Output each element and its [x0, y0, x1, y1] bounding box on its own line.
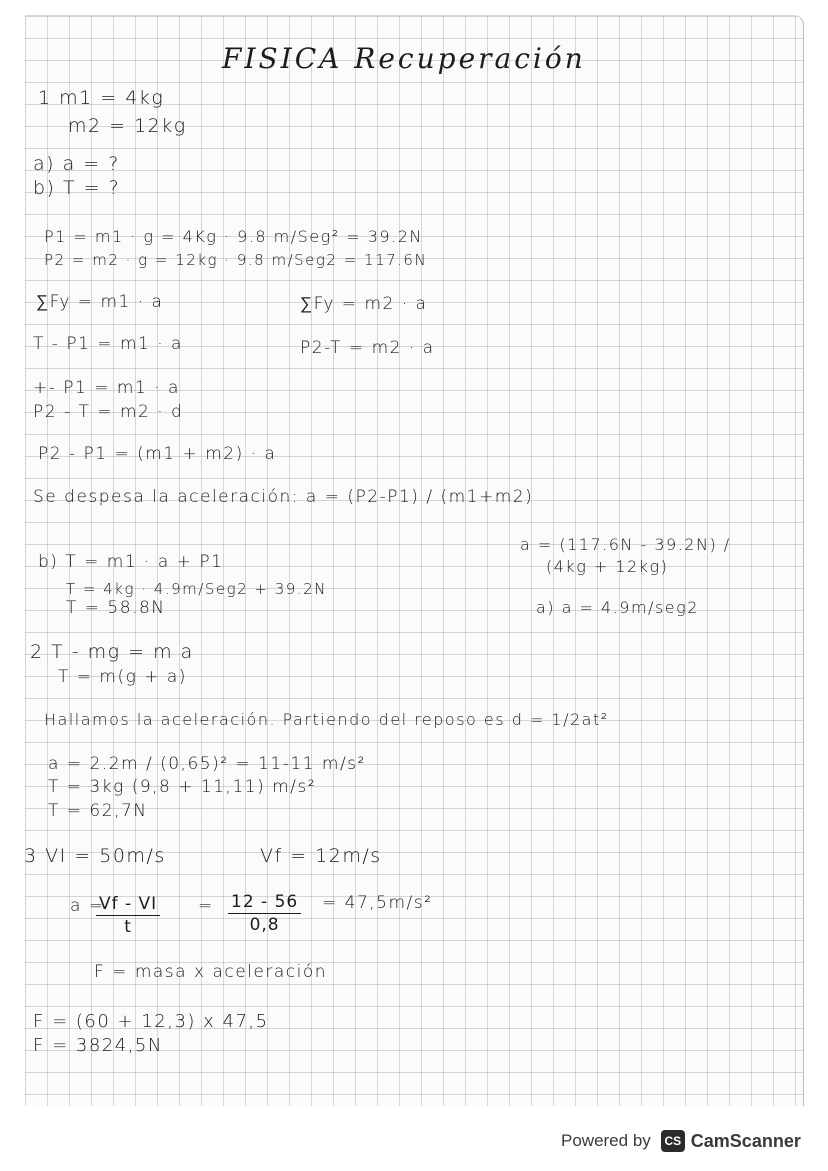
problem3-force-result: F = 3824,5N — [33, 1035, 163, 1056]
equation-left: T - P1 = m1 · a — [33, 334, 183, 354]
problem1-m2: m2 = 12kg — [68, 115, 187, 137]
fraction-1-denominator: t — [124, 917, 132, 937]
problem2-equation: 2 T - mg = m a — [30, 641, 194, 663]
weight-p1: P1 = m1 · g = 4Kg · 9.8 m/Seg² = 39.2N — [44, 227, 423, 246]
problem2-acceleration: a = 2.2m / (0,65)² = 11-11 m/s² — [48, 754, 366, 774]
problem3-fraction-1 — [96, 894, 160, 937]
camscanner-footer — [561, 1126, 801, 1156]
problem3-equals: = — [198, 896, 214, 916]
problem1-question-a: a) a = ? — [33, 153, 120, 175]
force-sum-left: ∑Fy = m1 · a — [36, 292, 164, 312]
fraction-1-numerator: Vf - VI — [96, 894, 160, 916]
problem3-initial-velocity: 3 VI = 50m/s — [24, 845, 166, 867]
tension-formula: b) T = m1 · a + P1 — [38, 552, 224, 572]
tension-substitution: T = 4kg · 4.9m/Seg2 + 39.2N — [66, 580, 327, 598]
fraction-2-denominator: 0,8 — [249, 915, 280, 935]
problem1-question-b: b) T = ? — [33, 177, 121, 199]
system-line-1: +- P1 = m1 · a — [33, 378, 180, 398]
problem3-final-velocity: Vf = 12m/s — [260, 845, 382, 867]
problem3-fraction-2 — [228, 892, 301, 935]
problem1-m1: 1 m1 = 4kg — [38, 87, 165, 109]
force-sum-right: ∑Fy = m2 · a — [300, 294, 428, 314]
equation-right: P2-T = m2 · a — [300, 338, 435, 358]
problem2-statement: Hallamos la aceleración. Partiendo del reposo es d = 1/2at² — [44, 710, 609, 729]
problem3-a-label: a = — [70, 896, 105, 916]
weight-p2: P2 = m2 · g = 12kg · 9.8 m/Seg2 = 117.6N — [44, 251, 428, 269]
problem2-tension-formula: T = m(g + a) — [58, 667, 187, 687]
problem3-force-substitution: F = (60 + 12,3) x 47,5 — [33, 1011, 269, 1032]
problem2-tension-substitution: T = 3kg (9,8 + 11,11) m/s² — [48, 777, 317, 797]
problem3-acceleration-result: = 47,5m/s² — [322, 893, 433, 913]
acceleration-substitution-1: a = (117.6N - 39.2N) / — [520, 535, 731, 554]
tension-result: T = 58.8N — [66, 598, 166, 618]
acceleration-result: a) a = 4.9m/seg2 — [536, 598, 699, 617]
page-title: FISICA Recuperación — [222, 42, 586, 75]
camscanner-logo-icon: CS — [661, 1130, 685, 1152]
problem3-force-formula: F = masa x aceleración — [94, 962, 328, 982]
acceleration-substitution-2: (4kg + 12kg) — [546, 557, 669, 576]
acceleration-formula: Se despesa la aceleración: a = (P2-P1) / (m1+m2) — [33, 487, 534, 507]
combined-equation: P2 - P1 = (m1 + m2) · a — [38, 444, 277, 464]
fraction-2-numerator: 12 - 56 — [228, 892, 301, 914]
problem2-tension-result: T = 62,7N — [48, 801, 148, 821]
camscanner-brand: CamScanner — [690, 1130, 801, 1151]
system-line-2: P2 - T = m2 · d — [33, 402, 184, 422]
powered-by-text: Powered by — [561, 1131, 651, 1150]
